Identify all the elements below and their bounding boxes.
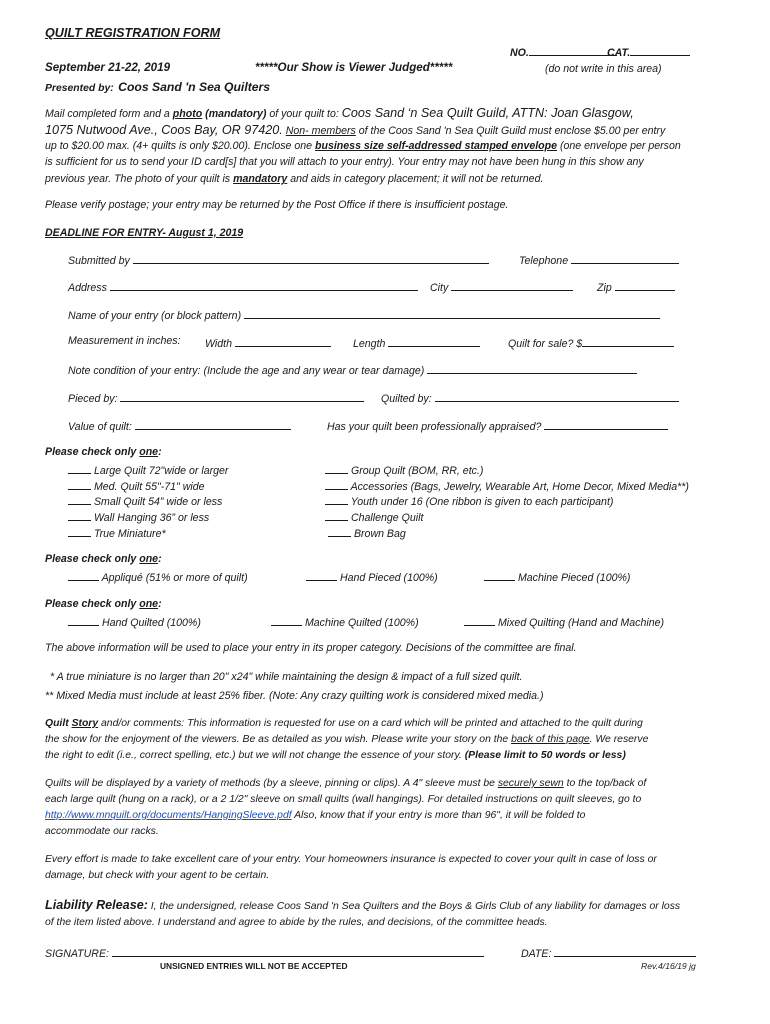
option-true-miniature[interactable]: True Miniature* xyxy=(68,525,166,540)
option-small-quilt[interactable]: Small Quilt 54” wide or less xyxy=(68,493,222,508)
option-mixed-quilting[interactable]: Mixed Quilting (Hand and Machine) xyxy=(464,614,664,629)
option-hand-quilted[interactable]: Hand Quilted (100%) xyxy=(68,614,201,629)
option-youth[interactable]: Youth under 16 (One ribbon is given to each participant) xyxy=(325,493,613,508)
submitted-by-field[interactable]: Submitted by xyxy=(68,252,489,267)
date-field[interactable]: DATE: xyxy=(521,945,696,960)
width-field[interactable]: Width xyxy=(205,335,331,350)
revision-note: Rev.4/16/19 jg xyxy=(641,961,696,971)
sleeve-instructions-link[interactable]: http://www.mnquilt.org/documents/HangingSleeve.pdf xyxy=(45,810,292,821)
pieced-by-field[interactable]: Pieced by: xyxy=(68,390,364,405)
condition-field[interactable]: Note condition of your entry: (Include the age and any wear or tear damage) xyxy=(68,362,637,377)
liability-paragraph: Liability Release: I, the undersigned, release Coos Sand 'n Sea Quilters and the Boys & Girls Club of any liability for damages or loss of the item listed above. I understand and agree to abide by the rules, and decisions, of the committee heads. xyxy=(45,898,681,928)
quilting-method-label: Please check only one: xyxy=(45,598,162,610)
mail-line-2: 1075 Nutwood Ave., Coos Bay, OR 97420. Non- members of the Coos Sand 'n Sea Quilt Guild must enclose $5.00 per entry xyxy=(45,123,666,137)
option-challenge-quilt[interactable]: Challenge Quilt xyxy=(325,509,423,524)
measurement-label: Measurement in inches: xyxy=(68,335,181,347)
miniature-note: * A true miniature is no larger than 20" x24" while maintaining the design & impact of a full sized quilt. xyxy=(50,671,523,683)
committee-note: The above information will be used to place your entry in its proper category. Decisions of the committee are final. xyxy=(45,642,577,654)
entry-name-field[interactable]: Name of your entry (or block pattern) xyxy=(68,307,660,322)
option-group-quilt[interactable]: Group Quilt (BOM, RR, etc.) xyxy=(325,462,483,477)
quilted-by-field[interactable]: Quilted by: xyxy=(381,390,679,405)
option-hand-pieced[interactable]: Hand Pieced (100%) xyxy=(306,569,438,584)
option-applique[interactable]: Appliqué (51% or more of quilt) xyxy=(68,569,248,584)
office-no-field: NO. xyxy=(510,44,617,59)
story-paragraph: Quilt Story and/or comments: This information is requested for use on a card which will be printed and attached to the quilt during the show for the enjoyment of the viewers. Be as detailed as you wish. Please write your story on the back of this page. We reserve the right to edit (i.e., correct spelling, etc.) but we will not change the essence of your story. (Please limit to 50 words or less) xyxy=(45,718,649,761)
for-sale-field[interactable]: Quilt for sale? $ xyxy=(508,335,674,350)
mail-line-3: up to $20.00 max. (4+ quilts is only $20.00). Enclose one business size self-addressed stamped envelope (one envelope per person xyxy=(45,140,681,152)
length-field[interactable]: Length xyxy=(353,335,480,350)
mail-line-5: previous year. The photo of your quilt is mandatory and aids in category placement; it will not be returned. xyxy=(45,173,544,185)
deadline: DEADLINE FOR ENTRY- August 1, 2019 xyxy=(45,227,244,239)
appraised-field[interactable]: Has your quilt been professionally appraised? xyxy=(327,418,668,433)
care-paragraph: Every effort is made to take excellent care of your entry. Your homeowners insurance is expected to cover your quilt in case of loss or damage, but check with your agent to be certain. xyxy=(45,854,657,881)
option-brown-bag[interactable]: Brown Bag xyxy=(328,525,406,540)
size-category-label: Please check only one: xyxy=(45,446,162,458)
telephone-field[interactable]: Telephone xyxy=(519,252,679,267)
office-note: (do not write in this area) xyxy=(545,63,662,75)
option-med-quilt[interactable]: Med. Quilt 55"-71" wide xyxy=(68,478,205,493)
mail-line-1: Mail completed form and a photo (mandatory) of your quilt to: Coos Sand ‘n Sea Quilt Guild, ATTN: Joan Glasgow, xyxy=(45,106,634,120)
piecing-method-label: Please check only one: xyxy=(45,553,162,565)
option-large-quilt[interactable]: Large Quilt 72"wide or larger xyxy=(68,462,228,477)
mail-line-4: is sufficient for us to send your ID card[s] that you will attach to your entry). Your entry may not have been hung in this show any xyxy=(45,156,644,168)
viewer-judged-note: *****Our Show is Viewer Judged***** xyxy=(255,61,453,74)
option-machine-pieced[interactable]: Machine Pieced (100%) xyxy=(484,569,630,584)
option-wall-hanging[interactable]: Wall Hanging 36” or less xyxy=(68,509,209,524)
signature-field[interactable]: SIGNATURE: xyxy=(45,945,484,960)
option-accessories[interactable]: Accessories (Bags, Jewelry, Wearable Art, Home Decor, Mixed Media**) xyxy=(325,478,689,493)
postage-note: Please verify postage; your entry may be returned by the Post Office if there is insufficient postage. xyxy=(45,199,509,211)
show-date: September 21-22, 2019 xyxy=(45,61,171,74)
mixed-media-note: ** Mixed Media must include at least 25% fiber. (Note: Any crazy quilting work is considered mixed media.) xyxy=(45,690,544,702)
presented-by: Presented by: Coos Sand 'n Sea Quilters xyxy=(45,80,271,94)
sleeve-paragraph: Quilts will be displayed by a variety of methods (by a sleeve, pinning or clips). A 4" sleeve must be securely sewn to the top/back of each large quilt (hung on a rack), or a 2 1/2" sleeve on small quilts (wall hangings). For detailed instructions on quilt sleeves, go to http://www.mnquilt.org/documents/HangingSleeve.pdf Also, know that if your entry is more than 96", it will be folded to accommodate our racks. xyxy=(45,778,647,837)
city-field[interactable]: City xyxy=(430,279,573,294)
unsigned-warning: UNSIGNED ENTRIES WILL NOT BE ACCEPTED xyxy=(160,961,348,971)
option-machine-quilted[interactable]: Machine Quilted (100%) xyxy=(271,614,419,629)
zip-field[interactable]: Zip xyxy=(597,279,675,294)
value-field[interactable]: Value of quilt: xyxy=(68,418,291,433)
office-cat-field: CAT. xyxy=(607,44,690,59)
address-field[interactable]: Address xyxy=(68,279,418,294)
form-title: QUILT REGISTRATION FORM xyxy=(45,26,221,40)
